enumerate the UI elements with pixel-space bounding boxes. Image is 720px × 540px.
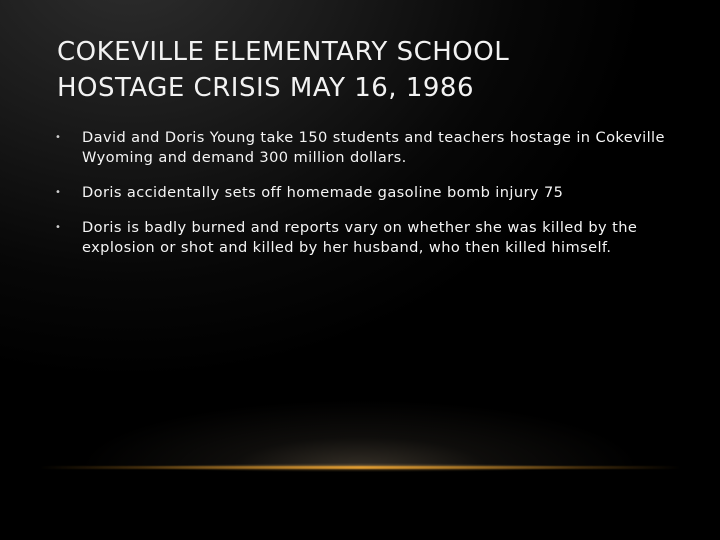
bullet-marker-icon: • [55,132,62,143]
bullet-item-2 [55,183,670,203]
slide-title-line-2: HOSTAGE CRISIS MAY 16, 1986 [57,73,475,103]
bullet-item-1 [55,128,670,168]
bullet-text: Doris is badly burned and reports vary on whether she was killed by the explosion or shot and killed by her husband, who then killed himself. [82,219,638,256]
glow-haze [80,400,640,468]
glow-line-halo [140,463,580,472]
slide-title-line-1: COKEVILLE ELEMENTARY SCHOOL [57,37,510,67]
bullet-text: Doris accidentally sets off homemade gasoline bomb injury 75 [82,184,564,201]
decorative-glow [0,400,720,540]
bullet-marker-icon: • [55,187,62,198]
bullet-text: David and Doris Young take 150 students and teachers hostage in Cokeville Wyoming and demand 300 million dollars. [82,129,665,166]
bullet-list [55,128,670,273]
bullet-marker-icon: • [55,222,62,233]
slide-title [57,34,677,106]
glow-line [40,466,680,469]
bullet-item-3 [55,218,670,258]
